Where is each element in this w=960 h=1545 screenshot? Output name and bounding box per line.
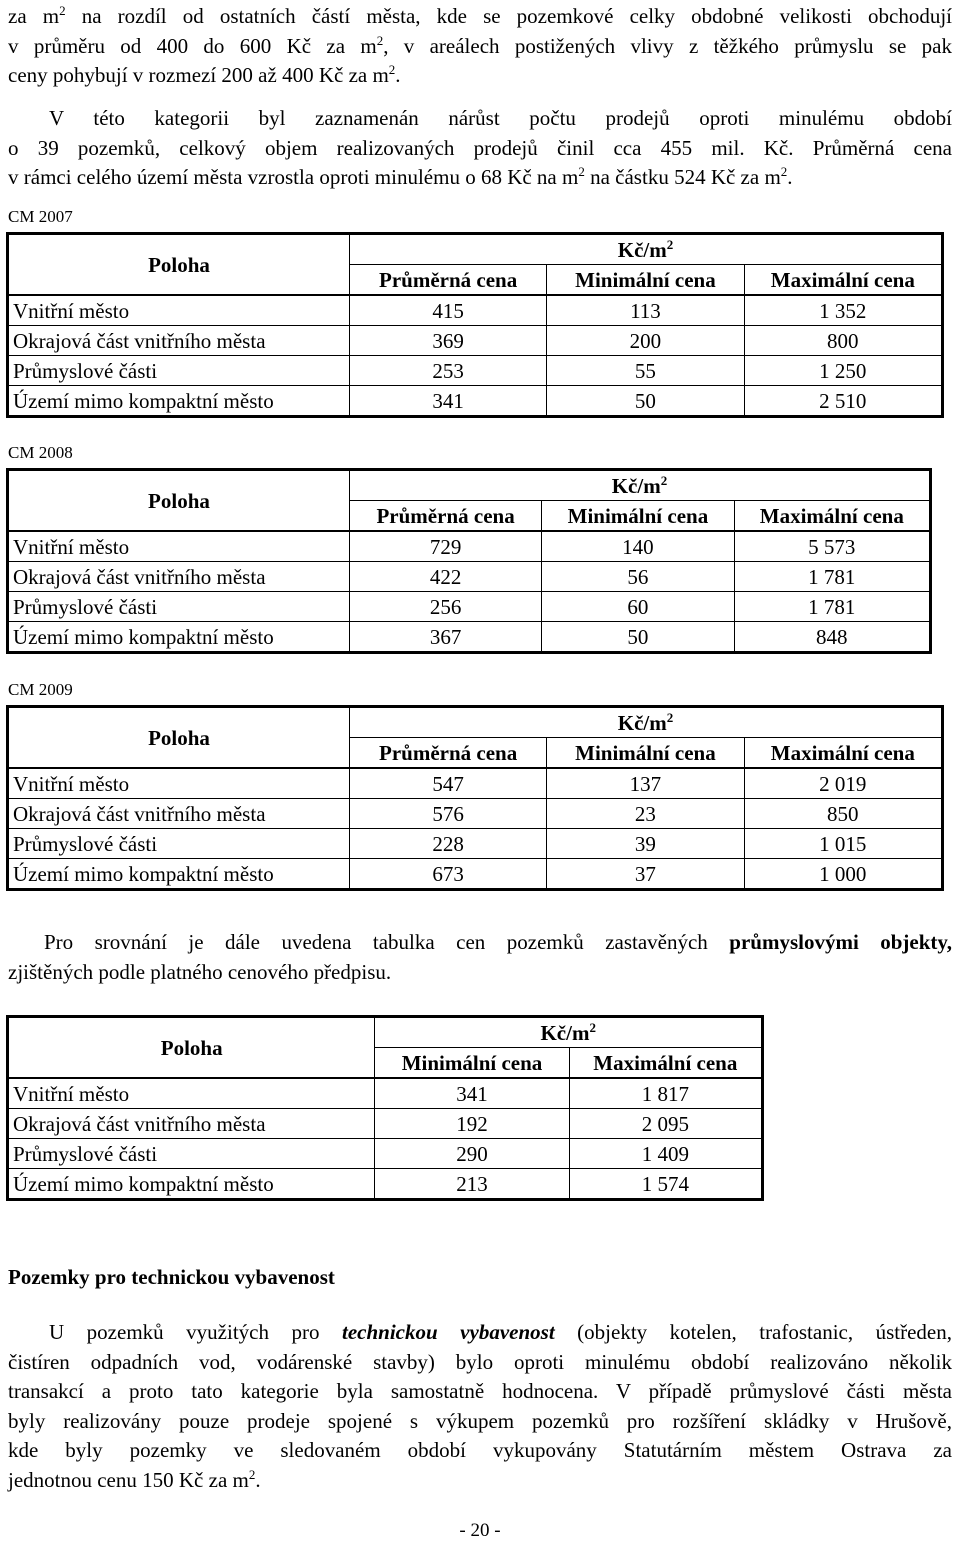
- intro-line-1: za $m^2$ na rozdíl od ostatních částí města, kde se pozemkové celky obdobné velikosti obchodují: [8, 3, 953, 28]
- industrial-price-table: [6, 1015, 764, 1201]
- table-caption-2007: CM 2007: [8, 207, 73, 226]
- row-label: Vnitřní město: [8, 295, 350, 326]
- row-label: Okrajová část vnitřního města: [8, 1109, 375, 1139]
- section-line-1: U pozemků využitých pro technickou vybavenost (objekty kotelen, trafostanic, ústředen,: [49, 1320, 953, 1344]
- row-min: 192: [375, 1109, 569, 1139]
- comparison-line-1: Pro srovnání je dále uvedena tabulka cen pozemků zastavěných průmyslovými objekty,: [44, 930, 952, 954]
- row-avg: 253: [349, 356, 546, 386]
- header-max: Maximální cena: [744, 738, 942, 769]
- table-row: [8, 326, 943, 356]
- row-max: 850: [744, 799, 942, 829]
- row-min: 23: [547, 799, 744, 829]
- row-max: 1 250: [744, 356, 942, 386]
- header-min: Minimální cena: [375, 1048, 569, 1079]
- row-label: Území mimo kompaktní město: [8, 859, 350, 890]
- section-line-4: byly realizovány pouze prodeje spojené s výkupem pozemků pro rozšíření skládky v Hrušově,: [8, 1408, 952, 1433]
- row-min: 137: [547, 768, 744, 799]
- table-row: [8, 295, 943, 326]
- section-paragraph: [8, 1318, 952, 1495]
- price-table-2009: [6, 705, 944, 891]
- row-avg: 341: [349, 386, 546, 417]
- header-avg: Průměrná cena: [349, 265, 546, 296]
- row-label: Okrajová část vnitřního města: [8, 562, 350, 592]
- table-row: [8, 1109, 763, 1139]
- row-min: 56: [542, 562, 734, 592]
- section-line-6: jednotnou cenu 150 Kč za $m^2$.: [8, 1466, 261, 1492]
- header-avg: Průměrná cena: [349, 501, 541, 532]
- row-max: 1 352: [744, 295, 942, 326]
- header-min: Minimální cena: [547, 265, 744, 296]
- row-avg: 367: [349, 622, 541, 653]
- section-heading: Pozemky pro technickou vybavenost: [8, 1265, 335, 1289]
- price-table-2007: [6, 232, 944, 418]
- row-label: Vnitřní město: [8, 531, 350, 562]
- row-label: Území mimo kompaktní město: [8, 622, 350, 653]
- header-poloha: Poloha: [8, 1017, 375, 1079]
- row-label: Průmyslové části: [8, 829, 350, 859]
- table-row: [8, 1078, 763, 1109]
- row-max: 1 000: [744, 859, 942, 890]
- row-label: Území mimo kompaktní město: [8, 1169, 375, 1200]
- row-min: 60: [542, 592, 734, 622]
- table-caption-2009: CM 2009: [8, 680, 73, 699]
- table-row: [8, 1169, 763, 1200]
- table-row: [8, 531, 931, 562]
- table-row: [8, 799, 943, 829]
- row-min: 200: [547, 326, 744, 356]
- row-avg: 256: [349, 592, 541, 622]
- table-row: [8, 386, 943, 417]
- table-row: [8, 768, 943, 799]
- table-row: [8, 592, 931, 622]
- row-max: 848: [734, 622, 930, 653]
- header-max: Maximální cena: [734, 501, 930, 532]
- row-max: 1 781: [734, 562, 930, 592]
- row-min: 140: [542, 531, 734, 562]
- row-min: 50: [547, 386, 744, 417]
- comparison-line-2: zjištěných podle platného cenového předpisu.: [8, 959, 392, 984]
- row-max: 1 015: [744, 829, 942, 859]
- row-max: 1 409: [569, 1139, 762, 1169]
- intro-paragraph: [8, 2, 952, 91]
- row-avg: 422: [349, 562, 541, 592]
- header-min: Minimální cena: [542, 501, 734, 532]
- header-avg: Průměrná cena: [349, 738, 546, 769]
- row-avg: 547: [349, 768, 546, 799]
- row-label: Průmyslové části: [8, 592, 350, 622]
- row-avg: 729: [349, 531, 541, 562]
- row-min: 341: [375, 1078, 569, 1109]
- row-avg: 228: [349, 829, 546, 859]
- header-unit: $Kč/m^2$: [349, 234, 942, 265]
- row-min: 55: [547, 356, 744, 386]
- table-row: [8, 859, 943, 890]
- price-table-2008: [6, 468, 932, 654]
- row-min: 213: [375, 1169, 569, 1200]
- row-max: 1 817: [569, 1078, 762, 1109]
- row-max: 1 781: [734, 592, 930, 622]
- category-line-3: v rámci celého území města vzrostla oproti minulému o 68 Kč na $m^2$ na částku 524 Kč za $m^2$.: [8, 164, 793, 189]
- header-max: Maximální cena: [569, 1048, 762, 1079]
- header-unit: $Kč/m^2$: [349, 707, 942, 738]
- row-label: Okrajová část vnitřního města: [8, 799, 350, 829]
- page-number: - 20 -: [459, 1520, 501, 1541]
- row-avg: 576: [349, 799, 546, 829]
- header-unit: $Kč/m^2$: [375, 1017, 763, 1048]
- header-poloha: Poloha: [8, 707, 350, 769]
- row-max: 800: [744, 326, 942, 356]
- row-label: Průmyslové části: [8, 356, 350, 386]
- comparison-paragraph: [8, 928, 952, 987]
- table-row: [8, 356, 943, 386]
- section-line-3: transakcí a proto tato kategorie byla samostatně hodnocena. V případě průmyslové části města: [8, 1379, 952, 1403]
- row-max: 2 510: [744, 386, 942, 417]
- header-min: Minimální cena: [547, 738, 744, 769]
- row-min: 39: [547, 829, 744, 859]
- intro-line-2: v průměru od 400 do 600 Kč za $m^2$, v areálech postižených vlivy z těžkého průmyslu se pak: [8, 32, 953, 58]
- row-min: 290: [375, 1139, 569, 1169]
- row-label: Průmyslové části: [8, 1139, 375, 1169]
- table-row: [8, 829, 943, 859]
- row-max: 2 095: [569, 1109, 762, 1139]
- row-min: 50: [542, 622, 734, 653]
- table-row: [8, 1139, 763, 1169]
- row-label: Vnitřní město: [8, 1078, 375, 1109]
- row-label: Okrajová část vnitřního města: [8, 326, 350, 356]
- row-min: 37: [547, 859, 744, 890]
- row-max: 5 573: [734, 531, 930, 562]
- row-min: 113: [547, 295, 744, 326]
- section-line-5: kde byly pozemky ve sledovaném období vykupovány Statutárním městem Ostrava za: [8, 1438, 952, 1462]
- intro-line-3: ceny pohybují v rozmezí 200 až 400 Kč za $m^2$.: [8, 62, 401, 87]
- table-row: [8, 622, 931, 653]
- table-caption-2008: CM 2008: [8, 443, 73, 462]
- row-label: Vnitřní město: [8, 768, 350, 799]
- row-avg: 673: [349, 859, 546, 890]
- header-unit: $Kč/m^2$: [349, 470, 930, 501]
- header-poloha: Poloha: [8, 470, 350, 532]
- row-avg: 369: [349, 326, 546, 356]
- header-poloha: Poloha: [8, 234, 350, 296]
- category-paragraph: [8, 104, 952, 193]
- category-line-1: V této kategorii byl zaznamenán nárůst počtu prodejů oproti minulému období: [49, 106, 952, 130]
- row-label: Území mimo kompaktní město: [8, 386, 350, 417]
- category-line-2: o 39 pozemků, celkový objem realizovaných prodejů činil cca 455 mil. Kč. Průměrná cena: [8, 135, 952, 160]
- table-row: [8, 562, 931, 592]
- row-max: 1 574: [569, 1169, 762, 1200]
- header-max: Maximální cena: [744, 265, 942, 296]
- section-line-2: čistíren odpadních vod, vodárenské stavby) bylo oproti minulému období realizováno několik: [8, 1349, 952, 1374]
- row-max: 2 019: [744, 768, 942, 799]
- row-avg: 415: [349, 295, 546, 326]
